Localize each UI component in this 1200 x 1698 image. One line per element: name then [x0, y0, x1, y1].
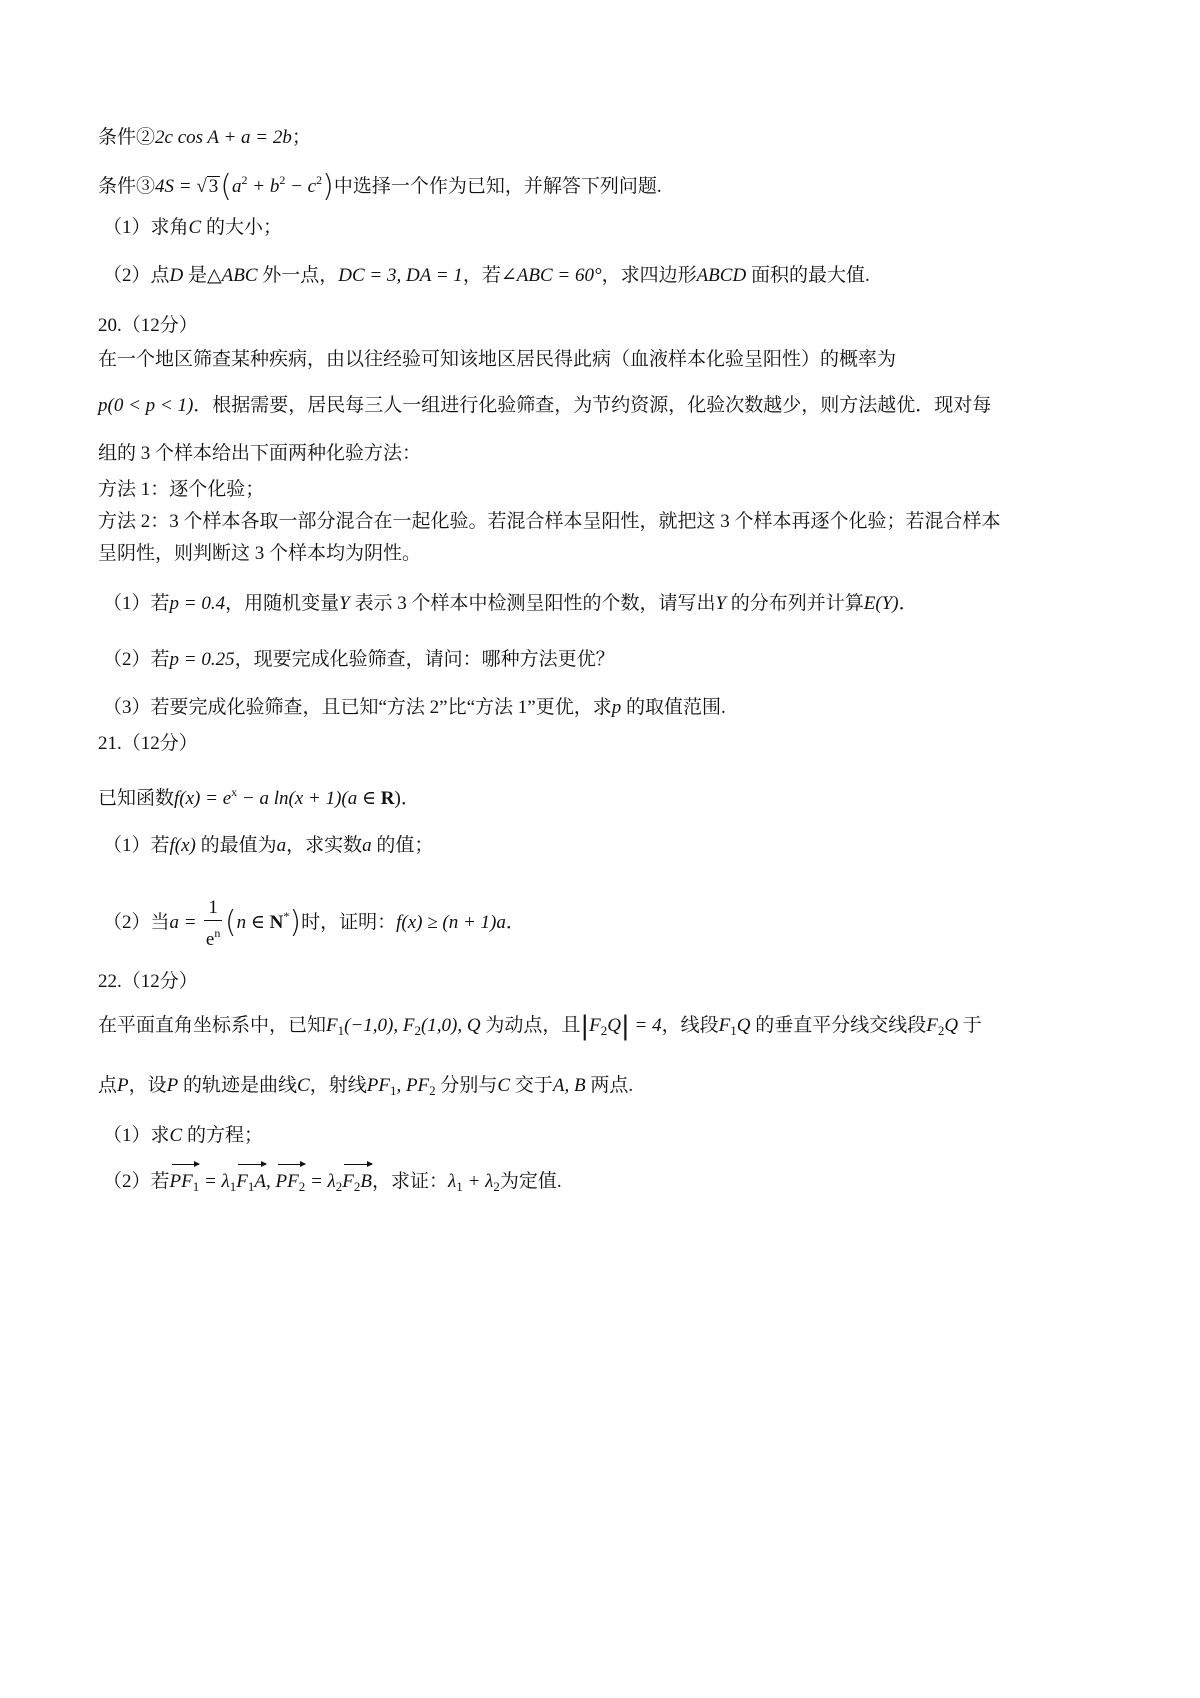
q22-intro2-text6: 两点. — [585, 1075, 634, 1096]
q20-part2-prefix: （2）若 — [103, 649, 170, 670]
condition-3-label: 条件③ — [98, 176, 156, 197]
q21-part1-text1: 的最值为 — [195, 835, 277, 856]
q20-part1-end: ． — [898, 593, 918, 614]
q19-part1-var: C — [188, 217, 202, 238]
q22-intro2-pf2: , PF — [396, 1075, 430, 1096]
q20-method2a: 方法 2：3 个样本各取一部分混合在一起化验。若混合样本呈阳性，就把这 3 个样本再逐个化验；若混合样本 — [98, 511, 1001, 532]
q22-part2-lam-sub1: 1 — [456, 1179, 463, 1194]
condition-2 — [98, 124, 1140, 152]
q22-part1-text: 的方程； — [182, 1125, 263, 1146]
q19-part2-text2: 外一点， — [257, 265, 339, 286]
q20-part3 — [103, 694, 1140, 722]
q22-intro2-ab: A, B — [552, 1075, 586, 1096]
q21-intro-close: ) — [394, 788, 401, 809]
q20-part2 — [103, 646, 1140, 674]
q20-intro1: 在一个地区筛查某种疾病，由以往经验可知该地区居民得此病（血液样本化验呈阳性）的概率为 — [98, 349, 897, 370]
q21-part2 — [103, 888, 1140, 952]
q22-intro2-text2: 的轨迹是曲线 — [178, 1075, 298, 1096]
q19-part2-text5: 面积的最大值. — [746, 265, 870, 286]
q22-intro2-c: C — [297, 1075, 310, 1096]
q22-part2-end: 为定值. — [499, 1171, 562, 1192]
q22-part1-prefix: （1）求 — [103, 1125, 170, 1146]
q22-intro1-seg2-q: Q — [944, 1015, 959, 1036]
q22-part2-lam: λ — [448, 1171, 457, 1192]
q21-part1-prefix: （1）若 — [103, 835, 170, 856]
condition-2-label: 条件② — [98, 127, 156, 148]
q22-intro2-p: P — [117, 1075, 129, 1096]
q22-intro1-text2: 为动点，且 — [480, 1015, 581, 1036]
q19-part2-d: D — [169, 265, 184, 286]
q21-part2-N-sup: * — [283, 909, 290, 923]
q22-intro1-eq: = 4 — [629, 1015, 662, 1036]
q20-part1 — [103, 590, 1140, 618]
q19-part1-suffix: 的大小； — [201, 217, 282, 238]
q20-part1-math: p = 0.4 — [169, 593, 226, 614]
condition-3-text: 中选择一个作为已知，并解答下列问题. — [333, 176, 662, 197]
q19-part2-text4: ，求四边形 — [601, 265, 697, 286]
q20-part1-text2: 表示 3 个样本中检测呈阳性的个数，请写出 — [349, 593, 716, 614]
q20-method1: 方法 1：逐个化验； — [98, 479, 265, 500]
q22-intro2-pf-sub2: 2 — [429, 1083, 436, 1098]
q20-part1-y: Y — [339, 593, 350, 614]
sqrt-symbol: √ 3 — [196, 176, 219, 197]
q22-number: 22.（12分） — [98, 971, 198, 992]
vector-f2b: $F_2B$ — [342, 1162, 372, 1201]
q21-part2-ineq: f(x) ≥ (n + 1)a — [396, 912, 506, 933]
q21-part2-end: ． — [505, 912, 525, 933]
q20-part3-p: p — [611, 697, 622, 718]
q22-intro1-abs-q: Q — [607, 1015, 621, 1036]
vector-pf2: $PF_2$ — [276, 1162, 306, 1201]
q20-part2-text: ，现要完成化验筛查，请问：哪种方法更优？ — [234, 649, 615, 670]
q20-part1-ey: E(Y) — [863, 593, 899, 614]
q20-number: 20.（12分） — [98, 315, 198, 336]
q22-intro1-f1-coords: (−1,0), — [344, 1015, 403, 1036]
q22-intro2-c2: C — [497, 1075, 511, 1096]
q22-intro1-f1: F — [326, 1015, 338, 1036]
q22-intro2-pf-sub1: 1 — [389, 1083, 397, 1098]
fraction-numerator: 1 — [204, 896, 222, 921]
q22-intro1-abs-sub: 2 — [600, 1023, 608, 1038]
q22-intro2 — [98, 1072, 1140, 1105]
q22-intro1-seg1-sub: 1 — [730, 1023, 737, 1038]
fraction-den-sup: n — [214, 925, 221, 940]
condition-3-lhs: 4S = — [155, 176, 197, 197]
q21-intro — [98, 778, 1140, 813]
left-paren: ( — [220, 169, 232, 204]
q22-intro1 — [98, 1012, 1140, 1045]
q22-intro1-seg2-sub: 2 — [937, 1023, 945, 1038]
q22-part2-lam-sub2: 2 — [493, 1179, 500, 1194]
condition-3 — [98, 166, 1140, 204]
condition-2-end: ； — [291, 127, 311, 148]
q22-intro1-text5: 于 — [958, 1015, 982, 1036]
q21-part1 — [103, 832, 1140, 860]
condition-3-expr: $a^2 + b^2 - c^2$ — [232, 173, 323, 197]
q22-intro1-seg1: F — [718, 1015, 731, 1036]
q20-part3-text1: （3）若要完成化验筛查，且已知“方法 2”比“方法 1”更优，求 — [103, 697, 612, 718]
abs-right: | — [620, 1011, 630, 1041]
vector-pf1: $PF_1$ — [170, 1162, 200, 1201]
q19-part1 — [103, 214, 1140, 242]
q22-intro1-f2: F — [402, 1015, 415, 1036]
q22-part2-eq1: = $\lambda_1$ — [199, 1171, 237, 1194]
q22-part2-eq2: = $\lambda_2$ — [305, 1171, 343, 1194]
q22-intro1-text4: 的垂直平分线交线段 — [750, 1015, 927, 1036]
q22-intro1-f1-sub: 1 — [337, 1023, 345, 1038]
q21-part1-a2: a — [362, 835, 372, 856]
q22-intro1-prefix: 在平面直角坐标系中，已知 — [98, 1015, 327, 1036]
q21-intro-prefix: 已知函数 — [98, 788, 175, 809]
q22-intro2-text5: 交于 — [510, 1075, 553, 1096]
q21-intro-sup: x — [231, 785, 238, 799]
q21-intro-rest: − a ln(x + 1)(a ∈ — [237, 788, 381, 809]
q22-intro1-seg1-q: Q — [736, 1015, 751, 1036]
q20-part1-y2: Y — [715, 593, 727, 614]
q22-intro2-prefix: 点 — [98, 1075, 118, 1096]
q21-part2-a: a = — [169, 912, 202, 933]
q22-intro1-text3: ，线段 — [661, 1015, 719, 1036]
q22-intro1-f2-sub: 2 — [414, 1023, 421, 1038]
q20-intro3: 组的 3 个样本给出下面两种化验方法： — [98, 443, 422, 464]
q20-part3-text2: 的取值范围. — [621, 697, 726, 718]
q20-method2b: 呈阴性，则判断这 3 个样本均为阴性。 — [98, 543, 422, 564]
q20-intro2-math: p(0 < p < 1) — [98, 395, 194, 416]
vector-f1a: $F_1A$ — [236, 1162, 266, 1201]
q22-part2 — [103, 1162, 1140, 1201]
q19-part2-cond: DC = 3, DA = 1 — [338, 265, 463, 286]
q22-part1-c: C — [169, 1125, 183, 1146]
q22-part2-comma: , — [266, 1171, 276, 1192]
q21-part1-text2: ，求实数 — [286, 835, 363, 856]
q22-intro1-seg2: F — [926, 1015, 938, 1036]
sqrt-radicand: 3 — [208, 176, 219, 197]
q21-part2-prefix: （2）当 — [103, 912, 170, 933]
q21-part1-a: a — [276, 835, 287, 856]
q21-intro-end: ． — [400, 788, 420, 809]
q22-intro1-abs-f: F — [589, 1015, 601, 1036]
q20-part1-text1: ，用随机变量 — [225, 593, 340, 614]
right-paren-2: ) — [289, 905, 302, 940]
q19-part2-triangle: △ABC — [207, 265, 258, 286]
q21-intro-r: R — [380, 788, 395, 809]
q22-part1 — [103, 1122, 1140, 1150]
q21-number: 21.（12分） — [98, 733, 198, 754]
q21-part2-n: n ∈ — [236, 912, 270, 933]
q21-part2-N: N — [269, 912, 284, 933]
q21-intro-fx: f(x) = e — [174, 788, 232, 809]
q20-part1-text3: 的分布列并计算 — [726, 593, 864, 614]
condition-2-formula: 2c cos A + a = 2b — [155, 127, 292, 148]
q22-intro2-p2: P — [166, 1075, 179, 1096]
q21-part2-text1: 时，证明： — [301, 912, 397, 933]
q22-intro2-text3: ，射线 — [309, 1075, 367, 1096]
q22-part2-text: ，求证： — [372, 1171, 449, 1192]
q22-part2-plus: + λ — [462, 1171, 494, 1192]
fraction-den-base: e — [205, 928, 215, 950]
q19-part2-angle: ∠ABC = 60° — [500, 265, 602, 286]
q21-part1-text3: 的值； — [371, 835, 434, 856]
fraction — [204, 896, 222, 952]
q20-intro2-text: ．根据需要，居民每三人一组进行化验筛查，为节约资源，化验次数越少，则方法越优．现对每 — [193, 395, 992, 416]
q21-part1-fx: f(x) — [169, 835, 196, 856]
q20-intro2 — [98, 392, 1140, 420]
q19-part2-text1: 是 — [183, 265, 208, 286]
q19-part2-quad: ABCD — [696, 265, 747, 286]
abs-left: | — [580, 1011, 590, 1041]
q19-part2 — [103, 262, 1140, 290]
fraction-denominator — [204, 921, 222, 952]
q19-part2-text3: ，若 — [462, 265, 501, 286]
q22-part2-prefix: （2）若 — [103, 1171, 170, 1192]
q22-intro2-text1: ，设 — [128, 1075, 167, 1096]
q22-intro1-f2-coords: (1,0), Q — [420, 1015, 481, 1036]
q20-part2-math: p = 0.25 — [169, 649, 235, 670]
q22-intro2-pf: PF — [366, 1075, 390, 1096]
q19-part1-prefix: （1）求角 — [103, 217, 189, 238]
q20-part1-prefix: （1）若 — [103, 593, 170, 614]
right-paren: ) — [322, 169, 334, 204]
q22-intro2-text4: 分别与 — [435, 1075, 498, 1096]
left-paren-2: ( — [224, 905, 237, 940]
q19-part2-prefix: （2）点 — [103, 265, 170, 286]
